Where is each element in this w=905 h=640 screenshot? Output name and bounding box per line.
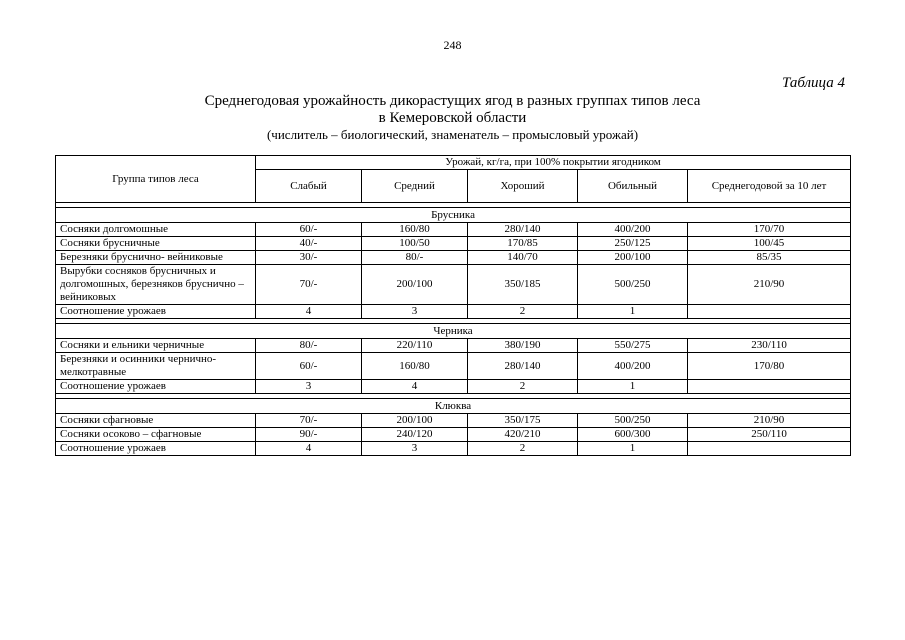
row-value: 80/- <box>256 339 362 353</box>
table-body <box>56 203 851 456</box>
row-label: Соотношение урожаев <box>56 305 256 319</box>
row-value: 250/125 <box>578 237 688 251</box>
row-value: 170/70 <box>688 223 851 237</box>
row-value: 90/- <box>256 428 362 442</box>
row-value: 85/35 <box>688 251 851 265</box>
row-label: Березняки и осинники чернично-мелкотравные <box>56 353 256 380</box>
row-value: 4 <box>256 442 362 456</box>
row-value: 350/185 <box>468 265 578 305</box>
table-title-region: в Кемеровской области <box>378 110 527 126</box>
header-column: Хороший <box>468 170 578 203</box>
section-header-row <box>56 324 851 339</box>
section-header-row <box>56 208 851 223</box>
row-value: 550/275 <box>578 339 688 353</box>
row-value <box>688 305 851 319</box>
section-header-row <box>56 399 851 414</box>
header-column: Обильный <box>578 170 688 203</box>
row-value: 1 <box>578 442 688 456</box>
table-row <box>56 265 851 305</box>
row-value: 1 <box>578 305 688 319</box>
row-value: 350/175 <box>468 414 578 428</box>
section-name: Брусника <box>56 208 851 223</box>
row-value: 200/100 <box>362 265 468 305</box>
table-subtitle: (числитель – биологический, знаменатель – промысловый урожай) <box>266 127 639 142</box>
row-label: Сосняки осоково – сфагновые <box>56 428 256 442</box>
row-value <box>688 442 851 456</box>
row-label: Сосняки долгомошные <box>56 223 256 237</box>
row-value: 60/- <box>256 353 362 380</box>
row-value: 230/110 <box>688 339 851 353</box>
table-row <box>56 305 851 319</box>
row-value: 4 <box>362 380 468 394</box>
table-row <box>56 339 851 353</box>
header-group-label: Группа типов леса <box>56 156 256 203</box>
row-value: 70/- <box>256 414 362 428</box>
row-value: 100/45 <box>688 237 851 251</box>
row-value: 420/210 <box>468 428 578 442</box>
row-label: Березняки бруснично- вейниковые <box>56 251 256 265</box>
row-label: Соотношение урожаев <box>56 380 256 394</box>
row-value: 600/300 <box>578 428 688 442</box>
row-value: 40/- <box>256 237 362 251</box>
row-value: 250/110 <box>688 428 851 442</box>
table-row <box>56 414 851 428</box>
row-label: Сосняки брусничные <box>56 237 256 251</box>
table-row <box>56 428 851 442</box>
row-value <box>688 380 851 394</box>
yield-table <box>55 155 851 456</box>
row-value: 2 <box>468 442 578 456</box>
table-label: Таблица 4 <box>782 75 845 91</box>
table-row <box>56 353 851 380</box>
header-column: Среднегодовой за 10 лет <box>688 170 851 203</box>
row-value: 240/120 <box>362 428 468 442</box>
row-value: 140/70 <box>468 251 578 265</box>
table-title: Среднегодовая урожайность дикорастущих ягод в разных группах типов леса <box>204 93 701 109</box>
row-label: Соотношение урожаев <box>56 442 256 456</box>
row-value: 30/- <box>256 251 362 265</box>
row-value: 170/80 <box>688 353 851 380</box>
row-value: 170/85 <box>468 237 578 251</box>
row-value: 1 <box>578 380 688 394</box>
row-value: 100/50 <box>362 237 468 251</box>
row-value: 210/90 <box>688 265 851 305</box>
row-value: 3 <box>362 442 468 456</box>
table-row <box>56 442 851 456</box>
header-column: Слабый <box>256 170 362 203</box>
row-value: 80/- <box>362 251 468 265</box>
row-value: 200/100 <box>578 251 688 265</box>
row-value: 2 <box>468 380 578 394</box>
row-value: 60/- <box>256 223 362 237</box>
page-number: 248 <box>443 38 462 52</box>
row-value: 160/80 <box>362 223 468 237</box>
row-value: 380/190 <box>468 339 578 353</box>
header-column: Средний <box>362 170 468 203</box>
row-value: 500/250 <box>578 265 688 305</box>
row-value: 220/110 <box>362 339 468 353</box>
row-value: 500/250 <box>578 414 688 428</box>
row-value: 3 <box>362 305 468 319</box>
row-value: 3 <box>256 380 362 394</box>
row-value: 280/140 <box>468 353 578 380</box>
row-label: Сосняки сфагновые <box>56 414 256 428</box>
row-label: Сосняки и ельники черничные <box>56 339 256 353</box>
row-value: 160/80 <box>362 353 468 380</box>
row-value: 210/90 <box>688 414 851 428</box>
section-name: Черника <box>56 324 851 339</box>
row-label: Вырубки сосняков брусничных и долгомошных, березняков бруснично – вейниковых <box>56 265 256 305</box>
table-row <box>56 380 851 394</box>
row-value: 280/140 <box>468 223 578 237</box>
section-name: Клюква <box>56 399 851 414</box>
table-row <box>56 223 851 237</box>
header-yield-label: Урожай, кг/га, при 100% покрытии ягодником <box>256 156 851 170</box>
table-row <box>56 237 851 251</box>
table-row <box>56 251 851 265</box>
row-value: 70/- <box>256 265 362 305</box>
row-value: 400/200 <box>578 353 688 380</box>
row-value: 2 <box>468 305 578 319</box>
row-value: 4 <box>256 305 362 319</box>
row-value: 200/100 <box>362 414 468 428</box>
row-value: 400/200 <box>578 223 688 237</box>
